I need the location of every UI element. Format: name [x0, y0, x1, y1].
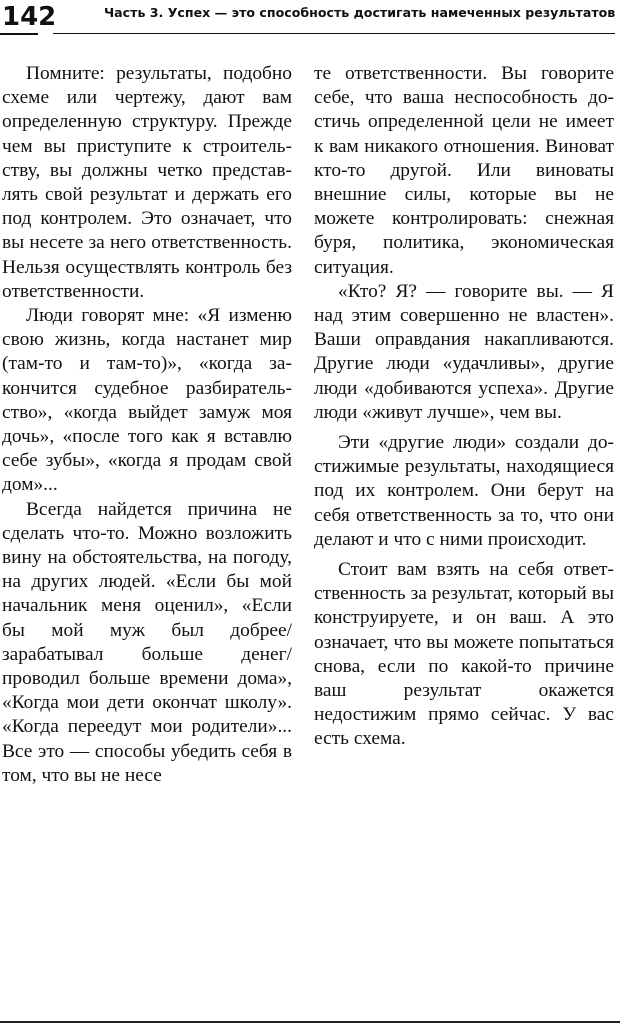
page-number: 142	[2, 2, 57, 32]
header-rule-long	[53, 33, 615, 34]
paragraph: Стоит вам взять на себя ответственность за результат, который вы конструируете, и он ваш. А это означает, что вы можете попытаться снова, если по какой-то причине ваш результат окажется недостижим прямо сейчас. У вас есть схема.	[314, 559, 614, 750]
header-rule-short	[0, 33, 38, 35]
paragraph: Всегда найдется причина не сделать что-то. Можно возложить вину на обстоятельства, на погоду, на других людей. «Если бы мой начальник меня оценил», «Если бы мой муж был добрее/зарабатывал больше денег/ проводил больше времени дома», «Когда мои дети окончат школу». «Когда переедут мои родители»... Все это — способы убедить себя в том, что вы не несе	[2, 498, 292, 786]
paragraph: Люди говорят мне: «Я изменю свою жизнь, когда настанет мир (там-то и там-то)», «когда закончится судебное разбирательство», «когда выйдет замуж моя дочь», «после того как я вставлю себе зубы», «когда я продам свой дом»...	[2, 305, 292, 496]
paragraph: «Кто? Я? — говорите вы. — Я над этим совершенно не властен». Ваши оправдания накапливаются. Другие люди «удачливы», другие люди «добиваются успеха». Другие люди «живут лучше», чем вы.	[314, 280, 614, 423]
paragraph-continued: те ответственности. Вы говорите себе, что ваша неспособность достичь определенной цели не имеет к вам никакого отношения. Виноват кто-то другой. Или виноваты внешние силы, которые вы не можете контролировать: снежная буря, политика, экономическая ситуация.	[314, 63, 614, 278]
footer-rule	[0, 1021, 620, 1023]
page-header	[0, 0, 620, 40]
paragraph: Эти «другие люди» создали достижимые результаты, находящиеся под их контролем. Они берут на себя ответственность за то, что они делают и что с ними происходит.	[314, 432, 614, 550]
running-head: Часть 3. Успех — это способность достигать намеченных результатов	[104, 5, 616, 20]
left-column	[2, 62, 292, 788]
right-column	[314, 62, 614, 752]
paragraph: Помните: результаты, подобно схеме или чертежу, дают вам определенную структуру. Прежде чем вы приступите к строительству, вы должны четко представлять свой результат и держать его под контролем. Это означает, что вы несете за него ответственность. Нельзя осуществлять контроль без ответственности.	[2, 63, 292, 302]
